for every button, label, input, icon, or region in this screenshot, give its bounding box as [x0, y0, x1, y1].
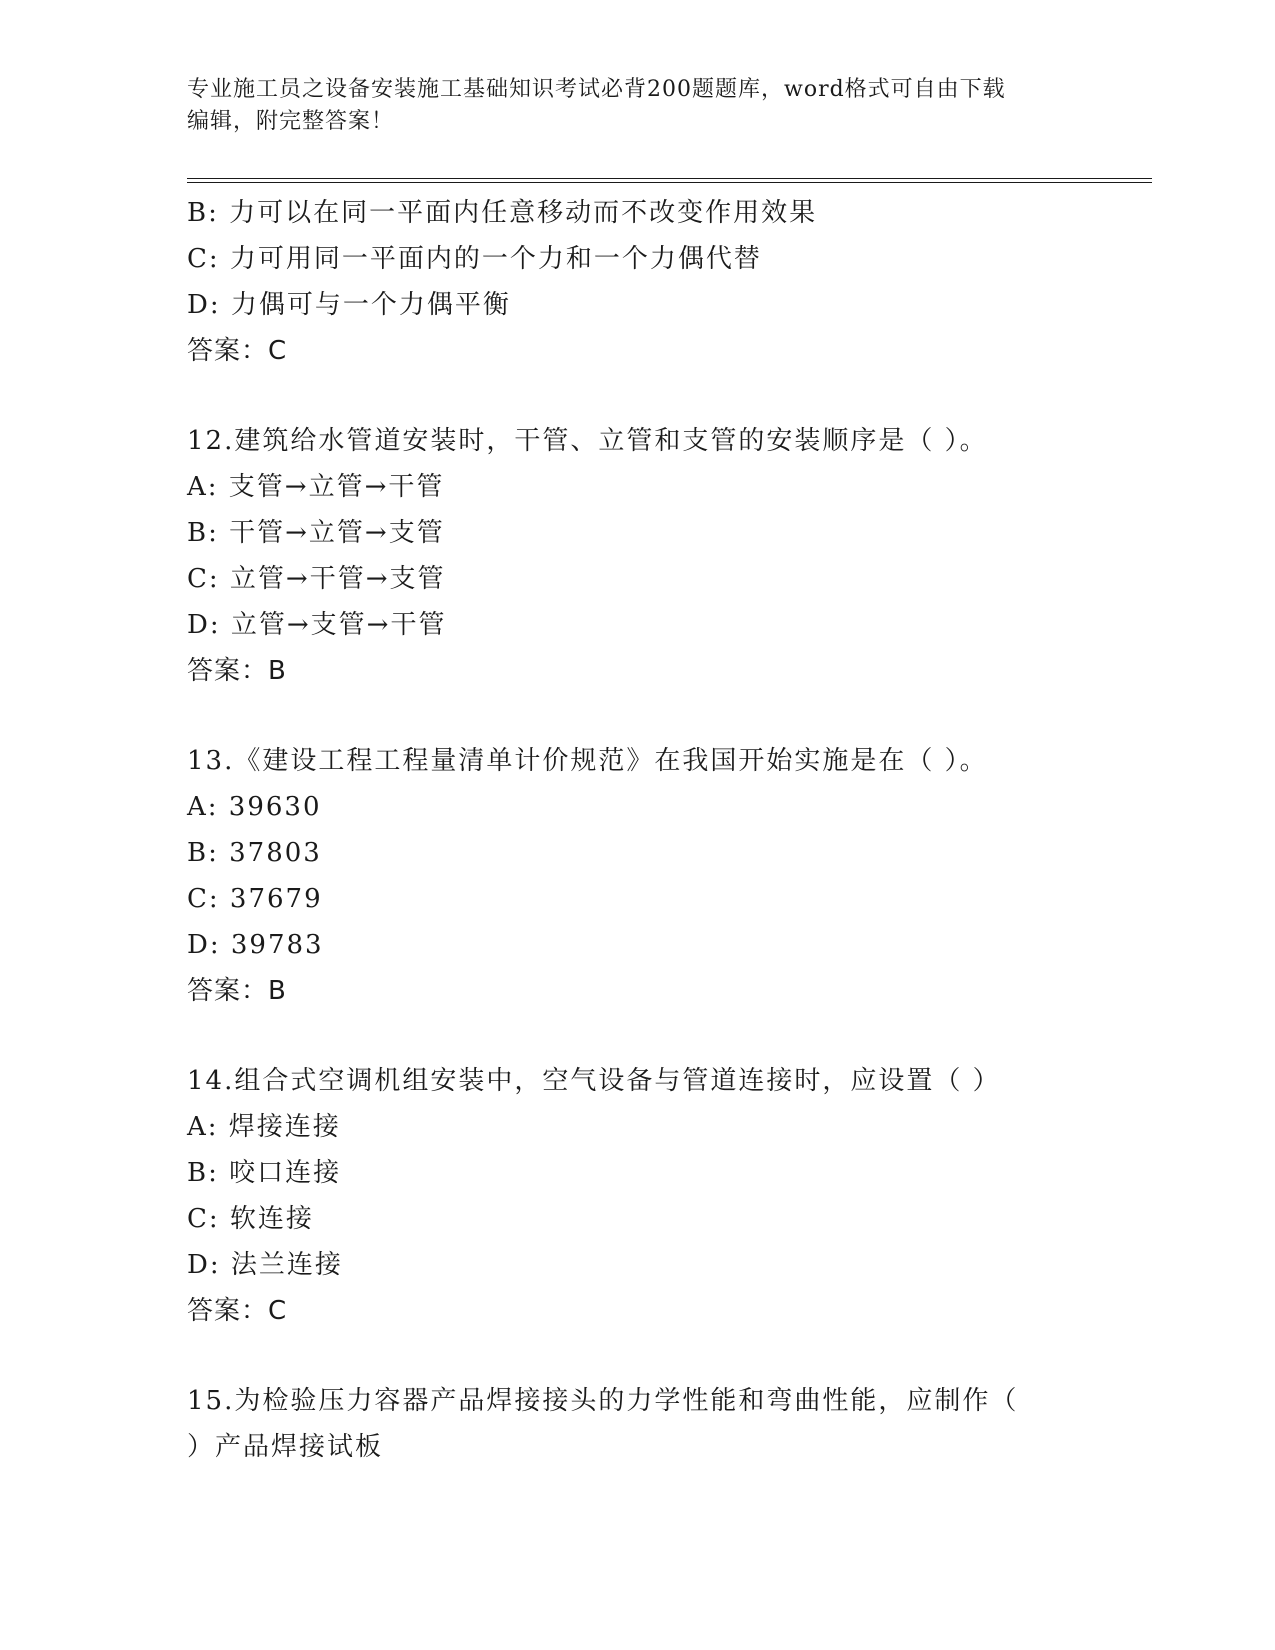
header-title-line-1: 专业施工员之设备安装施工基础知识考试必背200题题库，word格式可自由下载 [187, 77, 1006, 102]
option-a: A: 支管→立管→干管 [187, 472, 445, 502]
question-list [187, 190, 1087, 1470]
document-header [187, 74, 1087, 138]
question-stem: 12.建筑给水管道安装时，干管、立管和支管的安装顺序是（ ）。 [187, 426, 988, 456]
option-c: C: 37679 [187, 884, 323, 914]
question-stem-line-2: ）产品焊接试板 [187, 1432, 384, 1462]
question-14 [187, 1058, 1087, 1334]
question-12 [187, 418, 1087, 694]
option-a: A: 39630 [187, 792, 322, 822]
option-d: D: 39783 [187, 930, 324, 960]
answer: 答案：C [187, 1296, 288, 1326]
option-d: D: 法兰连接 [187, 1250, 343, 1280]
option-b: B: 咬口连接 [187, 1158, 342, 1188]
option-c: C: 立管→干管→支管 [187, 564, 446, 594]
question-stem-line-1: 15.为检验压力容器产品焊接接头的力学性能和弯曲性能，应制作（ [187, 1386, 1019, 1416]
option-b: B: 干管→立管→支管 [187, 518, 445, 548]
answer: 答案：B [187, 656, 287, 686]
question-15 [187, 1378, 1087, 1470]
option-b: B: 力可以在同一平面内任意移动而不改变作用效果 [187, 198, 818, 228]
option-c: C: 力可用同一平面内的一个力和一个力偶代替 [187, 244, 762, 274]
answer: 答案：B [187, 976, 287, 1006]
option-b: B: 37803 [187, 838, 322, 868]
option-d: D: 力偶可与一个力偶平衡 [187, 290, 511, 320]
question-13 [187, 738, 1087, 1014]
question-stem: 14.组合式空调机组安装中，空气设备与管道连接时，应设置（ ） [187, 1066, 1001, 1096]
option-a: A: 焊接连接 [187, 1112, 341, 1142]
question-11-continued [187, 190, 1087, 374]
header-title-line-2: 编辑，附完整答案！ [187, 109, 395, 134]
header-divider-top [187, 178, 1152, 179]
answer: 答案：C [187, 336, 288, 366]
option-d: D: 立管→支管→干管 [187, 610, 447, 640]
option-c: C: 软连接 [187, 1204, 314, 1234]
header-divider-bottom [187, 182, 1152, 183]
question-stem: 13.《建设工程工程量清单计价规范》在我国开始实施是在（ ）。 [187, 746, 988, 776]
